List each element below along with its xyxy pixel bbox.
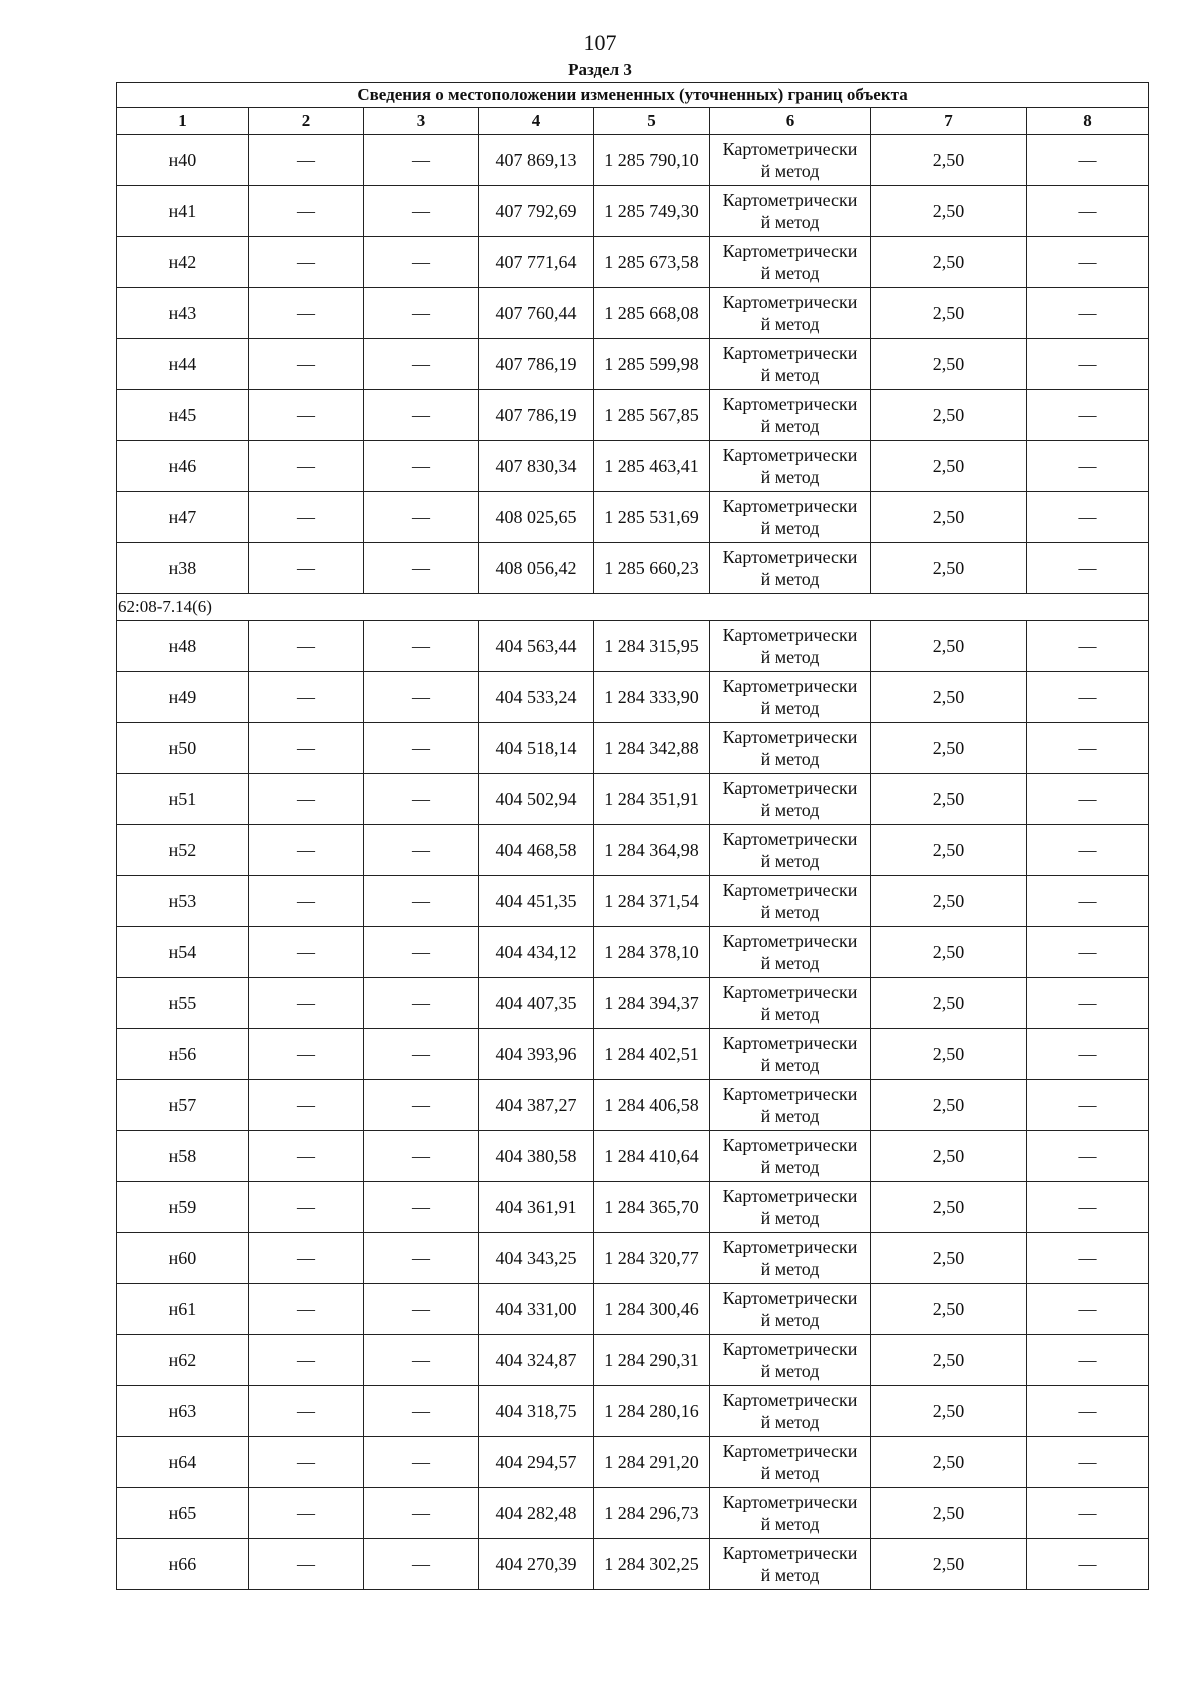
- table-row: [117, 186, 1149, 237]
- point-id-cell: н56: [117, 1029, 249, 1080]
- x-coordinate-cell: 404 331,00: [479, 1284, 594, 1335]
- column-8-cell: —: [1027, 1080, 1149, 1131]
- method-cell: Картометрически й метод: [710, 1488, 871, 1539]
- point-id-cell: н48: [117, 621, 249, 672]
- x-coordinate-cell: 407 771,64: [479, 237, 594, 288]
- accuracy-cell: 2,50: [871, 927, 1027, 978]
- method-cell: Картометрически й метод: [710, 876, 871, 927]
- column-3-cell: —: [364, 978, 479, 1029]
- x-coordinate-cell: 404 468,58: [479, 825, 594, 876]
- method-cell: Картометрически й метод: [710, 723, 871, 774]
- point-id-cell: н41: [117, 186, 249, 237]
- method-cell: Картометрически й метод: [710, 1386, 871, 1437]
- column-2-cell: —: [249, 492, 364, 543]
- column-3-cell: —: [364, 1029, 479, 1080]
- x-coordinate-cell: 407 869,13: [479, 135, 594, 186]
- column-2-cell: —: [249, 339, 364, 390]
- column-number: 1: [117, 108, 249, 135]
- column-2-cell: —: [249, 237, 364, 288]
- x-coordinate-cell: 404 294,57: [479, 1437, 594, 1488]
- column-8-cell: —: [1027, 1131, 1149, 1182]
- column-3-cell: —: [364, 492, 479, 543]
- x-coordinate-cell: 407 830,34: [479, 441, 594, 492]
- column-8-cell: —: [1027, 1335, 1149, 1386]
- table-row: [117, 492, 1149, 543]
- x-coordinate-cell: 404 502,94: [479, 774, 594, 825]
- x-coordinate-cell: 404 393,96: [479, 1029, 594, 1080]
- x-coordinate-cell: 404 563,44: [479, 621, 594, 672]
- point-id-cell: н60: [117, 1233, 249, 1284]
- column-2-cell: —: [249, 1131, 364, 1182]
- column-3-cell: —: [364, 1182, 479, 1233]
- column-8-cell: —: [1027, 825, 1149, 876]
- y-coordinate-cell: 1 284 333,90: [594, 672, 710, 723]
- table-row: [117, 927, 1149, 978]
- column-number: 6: [710, 108, 871, 135]
- column-3-cell: —: [364, 135, 479, 186]
- table-row: [117, 1080, 1149, 1131]
- accuracy-cell: 2,50: [871, 672, 1027, 723]
- column-8-cell: —: [1027, 723, 1149, 774]
- column-number: 4: [479, 108, 594, 135]
- table-row: [117, 1335, 1149, 1386]
- table-row: [117, 723, 1149, 774]
- table-row: [117, 876, 1149, 927]
- column-8-cell: —: [1027, 927, 1149, 978]
- accuracy-cell: 2,50: [871, 825, 1027, 876]
- accuracy-cell: 2,50: [871, 237, 1027, 288]
- column-8-cell: —: [1027, 1233, 1149, 1284]
- column-8-cell: —: [1027, 876, 1149, 927]
- method-cell: Картометрически й метод: [710, 1131, 871, 1182]
- column-2-cell: —: [249, 1437, 364, 1488]
- y-coordinate-cell: 1 285 673,58: [594, 237, 710, 288]
- column-8-cell: —: [1027, 978, 1149, 1029]
- table-row: [117, 339, 1149, 390]
- column-number: 5: [594, 108, 710, 135]
- method-cell: Картометрически й метод: [710, 978, 871, 1029]
- accuracy-cell: 2,50: [871, 543, 1027, 594]
- column-number: 8: [1027, 108, 1149, 135]
- accuracy-cell: 2,50: [871, 1182, 1027, 1233]
- x-coordinate-cell: 404 434,12: [479, 927, 594, 978]
- column-3-cell: —: [364, 390, 479, 441]
- table-row: [117, 441, 1149, 492]
- column-8-cell: —: [1027, 1539, 1149, 1590]
- method-cell: Картометрически й метод: [710, 672, 871, 723]
- table-row: [117, 1386, 1149, 1437]
- y-coordinate-cell: 1 284 364,98: [594, 825, 710, 876]
- column-number: 2: [249, 108, 364, 135]
- point-id-cell: н65: [117, 1488, 249, 1539]
- column-3-cell: —: [364, 1131, 479, 1182]
- accuracy-cell: 2,50: [871, 1539, 1027, 1590]
- method-cell: Картометрически й метод: [710, 135, 871, 186]
- accuracy-cell: 2,50: [871, 1488, 1027, 1539]
- y-coordinate-cell: 1 285 790,10: [594, 135, 710, 186]
- y-coordinate-cell: 1 284 378,10: [594, 927, 710, 978]
- column-8-cell: —: [1027, 1029, 1149, 1080]
- column-2-cell: —: [249, 1386, 364, 1437]
- column-number: 3: [364, 108, 479, 135]
- method-cell: Картометрически й метод: [710, 186, 871, 237]
- point-id-cell: н38: [117, 543, 249, 594]
- column-2-cell: —: [249, 135, 364, 186]
- accuracy-cell: 2,50: [871, 492, 1027, 543]
- y-coordinate-cell: 1 284 296,73: [594, 1488, 710, 1539]
- column-3-cell: —: [364, 927, 479, 978]
- table-row: [117, 978, 1149, 1029]
- x-coordinate-cell: 407 760,44: [479, 288, 594, 339]
- x-coordinate-cell: 404 533,24: [479, 672, 594, 723]
- table-row: [117, 1539, 1149, 1590]
- point-id-cell: н62: [117, 1335, 249, 1386]
- accuracy-cell: 2,50: [871, 441, 1027, 492]
- y-coordinate-cell: 1 284 342,88: [594, 723, 710, 774]
- y-coordinate-cell: 1 284 410,64: [594, 1131, 710, 1182]
- point-id-cell: н64: [117, 1437, 249, 1488]
- column-2-cell: —: [249, 390, 364, 441]
- table-row: [117, 825, 1149, 876]
- column-8-cell: —: [1027, 621, 1149, 672]
- table-row: [117, 1029, 1149, 1080]
- accuracy-cell: 2,50: [871, 1284, 1027, 1335]
- point-id-cell: н59: [117, 1182, 249, 1233]
- point-id-cell: н43: [117, 288, 249, 339]
- section-title: Раздел 3: [568, 60, 632, 79]
- x-coordinate-cell: 408 025,65: [479, 492, 594, 543]
- column-8-cell: —: [1027, 288, 1149, 339]
- method-cell: Картометрически й метод: [710, 492, 871, 543]
- column-8-cell: —: [1027, 441, 1149, 492]
- column-8-cell: —: [1027, 1386, 1149, 1437]
- method-cell: Картометрически й метод: [710, 1437, 871, 1488]
- table-row: [117, 774, 1149, 825]
- accuracy-cell: 2,50: [871, 1335, 1027, 1386]
- x-coordinate-cell: 404 380,58: [479, 1131, 594, 1182]
- method-cell: Картометрически й метод: [710, 774, 871, 825]
- accuracy-cell: 2,50: [871, 621, 1027, 672]
- point-id-cell: н57: [117, 1080, 249, 1131]
- point-id-cell: н58: [117, 1131, 249, 1182]
- y-coordinate-cell: 1 284 394,37: [594, 978, 710, 1029]
- point-id-cell: н42: [117, 237, 249, 288]
- column-3-cell: —: [364, 1284, 479, 1335]
- y-coordinate-cell: 1 284 291,20: [594, 1437, 710, 1488]
- point-id-cell: н51: [117, 774, 249, 825]
- table-body: [117, 135, 1149, 1590]
- column-3-cell: —: [364, 339, 479, 390]
- x-coordinate-cell: 404 361,91: [479, 1182, 594, 1233]
- x-coordinate-cell: 404 407,35: [479, 978, 594, 1029]
- column-3-cell: —: [364, 1335, 479, 1386]
- y-coordinate-cell: 1 284 302,25: [594, 1539, 710, 1590]
- point-id-cell: н54: [117, 927, 249, 978]
- column-8-cell: —: [1027, 135, 1149, 186]
- accuracy-cell: 2,50: [871, 1386, 1027, 1437]
- method-cell: Картометрически й метод: [710, 1029, 871, 1080]
- column-2-cell: —: [249, 825, 364, 876]
- group-row: [117, 594, 1149, 621]
- method-cell: Картометрически й метод: [710, 390, 871, 441]
- table-heading: Сведения о местоположении измененных (уточненных) границ объекта: [117, 83, 1149, 108]
- accuracy-cell: 2,50: [871, 1080, 1027, 1131]
- method-cell: Картометрически й метод: [710, 288, 871, 339]
- accuracy-cell: 2,50: [871, 1437, 1027, 1488]
- table-row: [117, 135, 1149, 186]
- x-coordinate-cell: 404 387,27: [479, 1080, 594, 1131]
- accuracy-cell: 2,50: [871, 135, 1027, 186]
- column-2-cell: —: [249, 1080, 364, 1131]
- table-row: [117, 1131, 1149, 1182]
- method-cell: Картометрически й метод: [710, 1335, 871, 1386]
- column-2-cell: —: [249, 543, 364, 594]
- method-cell: Картометрически й метод: [710, 543, 871, 594]
- column-3-cell: —: [364, 774, 479, 825]
- column-8-cell: —: [1027, 339, 1149, 390]
- page-number: 107: [583, 30, 617, 55]
- accuracy-cell: 2,50: [871, 774, 1027, 825]
- method-cell: Картометрически й метод: [710, 621, 871, 672]
- column-3-cell: —: [364, 825, 479, 876]
- accuracy-cell: 2,50: [871, 1233, 1027, 1284]
- y-coordinate-cell: 1 284 406,58: [594, 1080, 710, 1131]
- method-cell: Картометрически й метод: [710, 927, 871, 978]
- column-2-cell: —: [249, 288, 364, 339]
- point-id-cell: н47: [117, 492, 249, 543]
- column-2-cell: —: [249, 672, 364, 723]
- point-id-cell: н46: [117, 441, 249, 492]
- column-3-cell: —: [364, 1539, 479, 1590]
- point-id-cell: н53: [117, 876, 249, 927]
- x-coordinate-cell: 407 792,69: [479, 186, 594, 237]
- accuracy-cell: 2,50: [871, 1131, 1027, 1182]
- column-8-cell: —: [1027, 492, 1149, 543]
- y-coordinate-cell: 1 284 300,46: [594, 1284, 710, 1335]
- table-row: [117, 1437, 1149, 1488]
- column-3-cell: —: [364, 543, 479, 594]
- y-coordinate-cell: 1 285 531,69: [594, 492, 710, 543]
- method-cell: Картометрически й метод: [710, 1539, 871, 1590]
- y-coordinate-cell: 1 284 320,77: [594, 1233, 710, 1284]
- x-coordinate-cell: 404 270,39: [479, 1539, 594, 1590]
- x-coordinate-cell: 407 786,19: [479, 339, 594, 390]
- accuracy-cell: 2,50: [871, 390, 1027, 441]
- y-coordinate-cell: 1 284 280,16: [594, 1386, 710, 1437]
- column-2-cell: —: [249, 1233, 364, 1284]
- column-2-cell: —: [249, 978, 364, 1029]
- column-8-cell: —: [1027, 1488, 1149, 1539]
- column-2-cell: —: [249, 621, 364, 672]
- table-row: [117, 1182, 1149, 1233]
- column-8-cell: —: [1027, 672, 1149, 723]
- point-id-cell: н52: [117, 825, 249, 876]
- x-coordinate-cell: 404 282,48: [479, 1488, 594, 1539]
- accuracy-cell: 2,50: [871, 876, 1027, 927]
- table-row: [117, 1284, 1149, 1335]
- table-row: [117, 672, 1149, 723]
- method-cell: Картометрически й метод: [710, 1182, 871, 1233]
- column-2-cell: —: [249, 1539, 364, 1590]
- point-id-cell: н50: [117, 723, 249, 774]
- point-id-cell: н66: [117, 1539, 249, 1590]
- column-3-cell: —: [364, 876, 479, 927]
- x-coordinate-cell: 407 786,19: [479, 390, 594, 441]
- table-row: [117, 1233, 1149, 1284]
- method-cell: Картометрически й метод: [710, 825, 871, 876]
- column-3-cell: —: [364, 288, 479, 339]
- table-row: [117, 621, 1149, 672]
- x-coordinate-cell: 404 343,25: [479, 1233, 594, 1284]
- table-row: [117, 1488, 1149, 1539]
- method-cell: Картометрически й метод: [710, 237, 871, 288]
- column-3-cell: —: [364, 621, 479, 672]
- accuracy-cell: 2,50: [871, 723, 1027, 774]
- y-coordinate-cell: 1 284 290,31: [594, 1335, 710, 1386]
- y-coordinate-cell: 1 284 315,95: [594, 621, 710, 672]
- group-label: 62:08-7.14(6): [117, 594, 1149, 621]
- accuracy-cell: 2,50: [871, 288, 1027, 339]
- column-3-cell: —: [364, 723, 479, 774]
- column-3-cell: —: [364, 1488, 479, 1539]
- accuracy-cell: 2,50: [871, 1029, 1027, 1080]
- column-3-cell: —: [364, 186, 479, 237]
- column-8-cell: —: [1027, 1182, 1149, 1233]
- method-cell: Картометрически й метод: [710, 441, 871, 492]
- column-3-cell: —: [364, 441, 479, 492]
- column-2-cell: —: [249, 774, 364, 825]
- table-row: [117, 390, 1149, 441]
- y-coordinate-cell: 1 285 463,41: [594, 441, 710, 492]
- table-row: [117, 543, 1149, 594]
- x-coordinate-cell: 408 056,42: [479, 543, 594, 594]
- column-2-cell: —: [249, 441, 364, 492]
- column-3-cell: —: [364, 1080, 479, 1131]
- column-2-cell: —: [249, 723, 364, 774]
- point-id-cell: н49: [117, 672, 249, 723]
- column-3-cell: —: [364, 672, 479, 723]
- column-8-cell: —: [1027, 237, 1149, 288]
- column-2-cell: —: [249, 1488, 364, 1539]
- table-row: [117, 237, 1149, 288]
- column-8-cell: —: [1027, 774, 1149, 825]
- table-row: [117, 288, 1149, 339]
- column-8-cell: —: [1027, 1284, 1149, 1335]
- column-2-cell: —: [249, 1182, 364, 1233]
- column-2-cell: —: [249, 186, 364, 237]
- x-coordinate-cell: 404 318,75: [479, 1386, 594, 1437]
- accuracy-cell: 2,50: [871, 186, 1027, 237]
- method-cell: Картометрически й метод: [710, 1080, 871, 1131]
- column-3-cell: —: [364, 237, 479, 288]
- x-coordinate-cell: 404 518,14: [479, 723, 594, 774]
- method-cell: Картометрически й метод: [710, 1284, 871, 1335]
- y-coordinate-cell: 1 285 567,85: [594, 390, 710, 441]
- column-8-cell: —: [1027, 390, 1149, 441]
- y-coordinate-cell: 1 284 371,54: [594, 876, 710, 927]
- column-2-cell: —: [249, 1029, 364, 1080]
- y-coordinate-cell: 1 285 660,23: [594, 543, 710, 594]
- y-coordinate-cell: 1 284 402,51: [594, 1029, 710, 1080]
- x-coordinate-cell: 404 451,35: [479, 876, 594, 927]
- y-coordinate-cell: 1 284 351,91: [594, 774, 710, 825]
- y-coordinate-cell: 1 285 668,08: [594, 288, 710, 339]
- x-coordinate-cell: 404 324,87: [479, 1335, 594, 1386]
- column-8-cell: —: [1027, 1437, 1149, 1488]
- point-id-cell: н55: [117, 978, 249, 1029]
- y-coordinate-cell: 1 284 365,70: [594, 1182, 710, 1233]
- accuracy-cell: 2,50: [871, 339, 1027, 390]
- point-id-cell: н61: [117, 1284, 249, 1335]
- column-number: 7: [871, 108, 1027, 135]
- column-2-cell: —: [249, 927, 364, 978]
- column-3-cell: —: [364, 1437, 479, 1488]
- point-id-cell: н63: [117, 1386, 249, 1437]
- column-3-cell: —: [364, 1386, 479, 1437]
- method-cell: Картометрически й метод: [710, 1233, 871, 1284]
- point-id-cell: н44: [117, 339, 249, 390]
- point-id-cell: н40: [117, 135, 249, 186]
- column-8-cell: —: [1027, 186, 1149, 237]
- y-coordinate-cell: 1 285 599,98: [594, 339, 710, 390]
- accuracy-cell: 2,50: [871, 978, 1027, 1029]
- column-3-cell: —: [364, 1233, 479, 1284]
- y-coordinate-cell: 1 285 749,30: [594, 186, 710, 237]
- column-2-cell: —: [249, 876, 364, 927]
- method-cell: Картометрически й метод: [710, 339, 871, 390]
- column-8-cell: —: [1027, 543, 1149, 594]
- column-2-cell: —: [249, 1284, 364, 1335]
- boundary-table: [116, 82, 1149, 1590]
- point-id-cell: н45: [117, 390, 249, 441]
- column-2-cell: —: [249, 1335, 364, 1386]
